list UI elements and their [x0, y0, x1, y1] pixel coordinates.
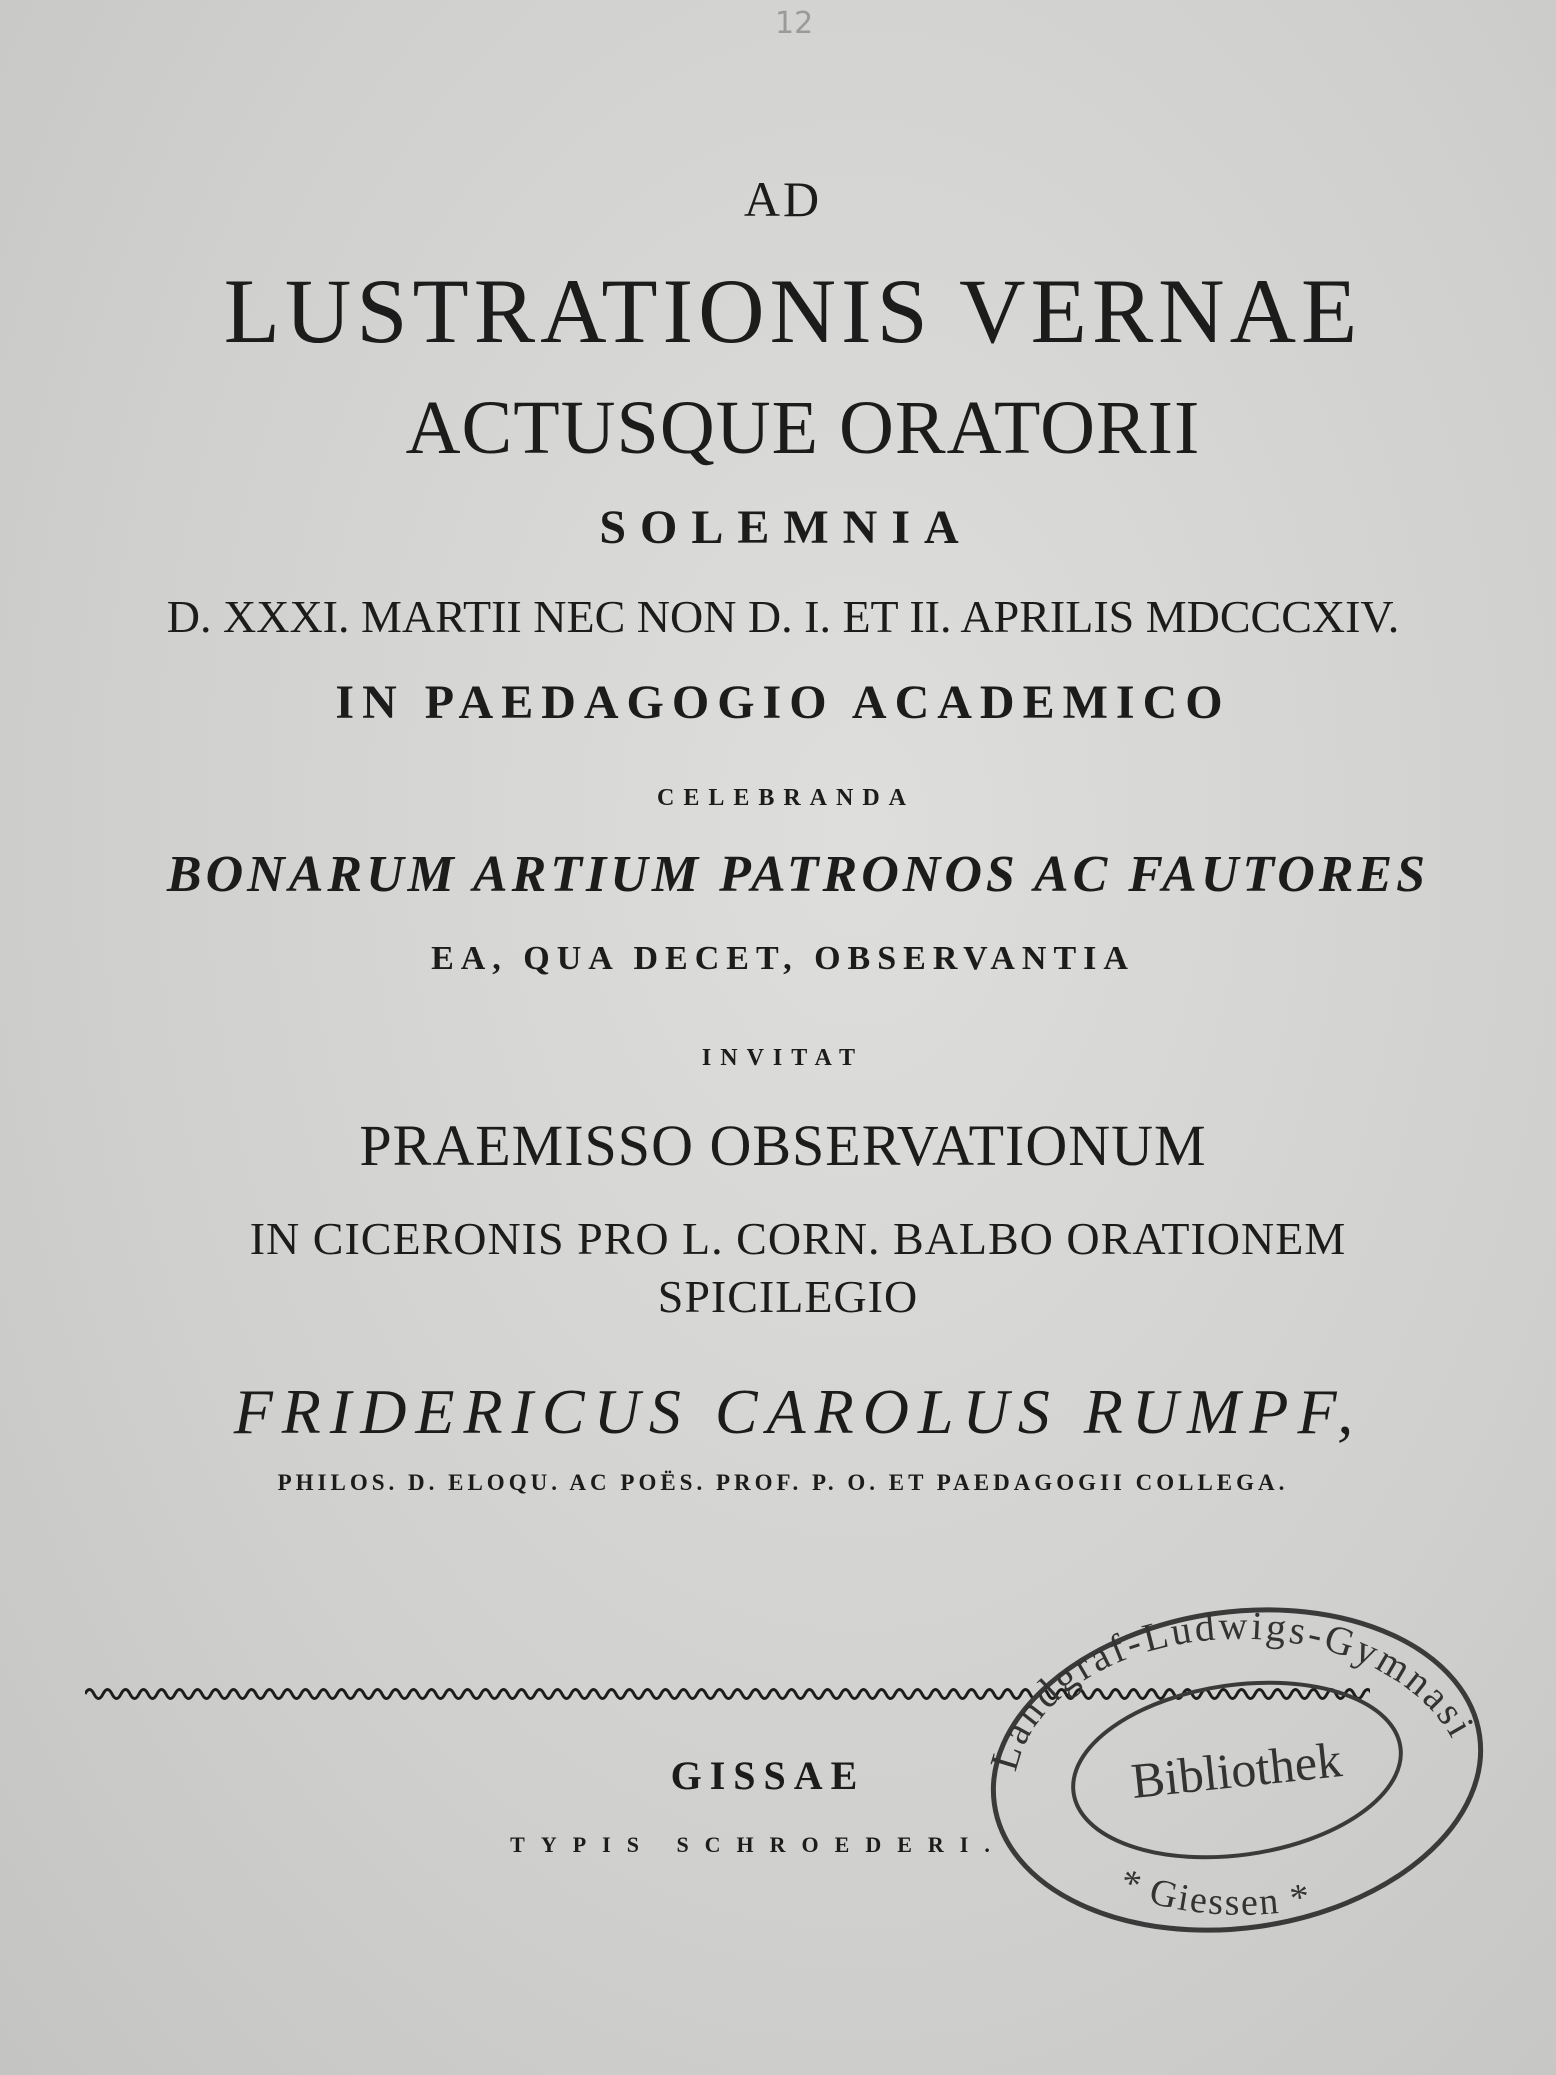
- author-title: PHILOS. D. ELOQU. AC POËS. PROF. P. O. ET PAEDAGOGII COLLEGA.: [277, 1470, 1289, 1495]
- celebranda-line: CELEBRANDA: [656, 785, 916, 811]
- title-actusque: ACTUSQUE ORATORII: [405, 386, 1201, 470]
- imprint-place: GISSAE: [670, 1753, 866, 1798]
- date-line: D. XXXI. MARTII NEC NON D. I. ET II. APRILIS MDCCCXIV.: [166, 591, 1400, 642]
- spicilegio-line: SPICILEGIO: [657, 1271, 919, 1322]
- stamp-graphic: [975, 1595, 1495, 1935]
- paedagogio-line: IN PAEDAGOGIO ACADEMICO: [335, 676, 1231, 729]
- stamp-bottom-text: * Giessen *: [1113, 1860, 1315, 1924]
- title-solemnia: SOLEMNIA: [599, 501, 973, 554]
- imprint-printer: TYPIS SCHROEDERI.: [510, 1832, 1006, 1857]
- praemisso-line: PRAEMISSO OBSERVATIONUM: [359, 1113, 1207, 1178]
- author-name: FRIDERICUS CAROLUS RUMPF,: [233, 1376, 1363, 1447]
- invitat-line: INVITAT: [701, 1045, 865, 1071]
- bonarum-line: BONARUM ARTIUM PATRONOS AC FAUTORES: [166, 846, 1430, 903]
- title-lustrationis: LUSTRATIONIS VERNAE: [223, 260, 1363, 362]
- ciceronis-line: IN CICERONIS PRO L. CORN. BALBO ORATIONEM: [249, 1213, 1347, 1264]
- title-ad: AD: [743, 171, 823, 227]
- library-stamp: [975, 1595, 1495, 1935]
- stamp-ring-text: Landgraf-Ludwigs-Gymnasi: [980, 1602, 1485, 1776]
- stamp-center-text: Bibliothek: [1128, 1731, 1345, 1809]
- ea-qua-line: EA, QUA DECET, OBSERVANTIA: [431, 940, 1135, 977]
- pencil-mark: 12: [775, 6, 814, 41]
